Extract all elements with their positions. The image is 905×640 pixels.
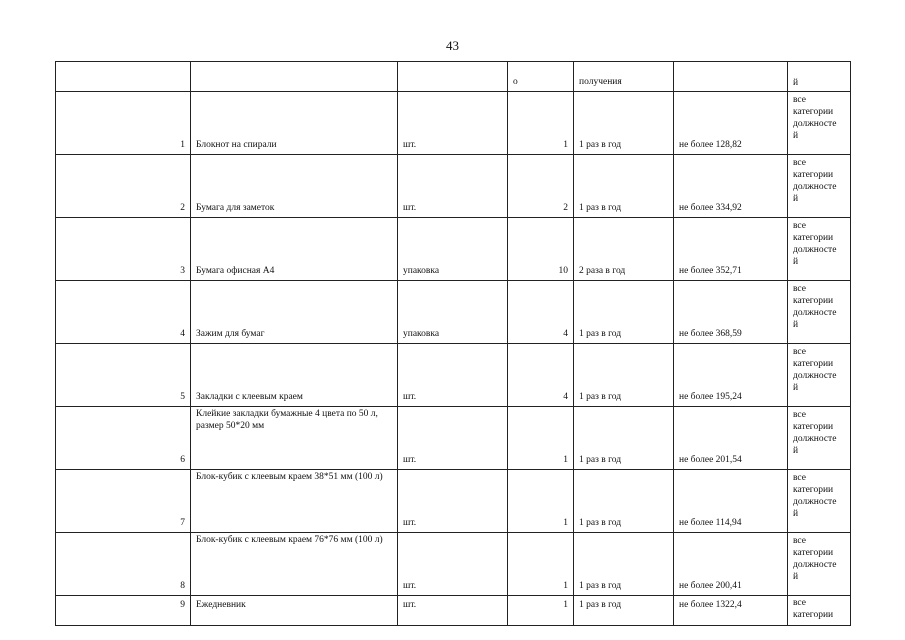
note-line: все: [793, 410, 806, 420]
cell-qty: 4: [508, 344, 574, 407]
note-line: все: [793, 158, 806, 168]
cell-price: не более 200,41: [674, 533, 788, 596]
cell-name: Зажим для бумаг: [191, 281, 398, 344]
note-line: й: [793, 509, 799, 519]
note-line: категории: [793, 170, 834, 180]
cell-num: 4: [56, 281, 191, 344]
cell-qty: 10: [508, 218, 574, 281]
cell-qty: 1: [508, 533, 574, 596]
cell-name: Блок-кубик с клеевым краем 76*76 мм (100 л): [191, 533, 398, 596]
cell-num: 8: [56, 533, 191, 596]
table-row: [56, 407, 851, 470]
cell-num: [56, 62, 191, 92]
cell-unit: шт.: [398, 533, 508, 596]
page-number: 43: [446, 38, 459, 53]
cell-num: 3: [56, 218, 191, 281]
cell-price: не более 334,92: [674, 155, 788, 218]
cell-qty: 1: [508, 407, 574, 470]
table-row: [56, 533, 851, 596]
note-line: категории: [793, 296, 834, 306]
note-line: категории: [793, 359, 834, 369]
cell-note: [788, 92, 851, 155]
cell-qty: 2: [508, 155, 574, 218]
note-line: й: [793, 572, 799, 582]
cell-period: 1 раз в год: [574, 281, 674, 344]
cell-period: 1 раз в год: [574, 533, 674, 596]
cell-period: 1 раз в год: [574, 407, 674, 470]
cell-note: [788, 155, 851, 218]
note-line: все: [793, 347, 806, 357]
cell-note: [788, 470, 851, 533]
cell-num: 9: [56, 596, 191, 626]
cell-unit: шт.: [398, 596, 508, 626]
cell-name: Ежедневник: [191, 596, 398, 626]
cell-unit: шт.: [398, 470, 508, 533]
note-line: й: [793, 257, 799, 267]
cell-num: 7: [56, 470, 191, 533]
note-line: все: [793, 536, 806, 546]
note-line: й: [793, 131, 799, 141]
cell-note: [788, 596, 851, 626]
note-line: й: [793, 383, 799, 393]
table-row: [56, 92, 851, 155]
table-row: [56, 155, 851, 218]
items-table: [55, 61, 851, 626]
cell-name: Закладки с клеевым краем: [191, 344, 398, 407]
cell-num: 2: [56, 155, 191, 218]
cell-qty: 1: [508, 92, 574, 155]
cell-note: [788, 218, 851, 281]
table-row: [56, 281, 851, 344]
cell-price: не более 368,59: [674, 281, 788, 344]
cell-period: 1 раз в год: [574, 596, 674, 626]
cell-price: [674, 62, 788, 92]
cell-name: Бумага для заметок: [191, 155, 398, 218]
note-line: все: [793, 284, 806, 294]
cell-period: 1 раз в год: [574, 92, 674, 155]
cell-name: [191, 62, 398, 92]
note-line: категории: [793, 548, 834, 558]
cell-note: [788, 533, 851, 596]
cell-price: не более 128,82: [674, 92, 788, 155]
note-line: й: [793, 194, 799, 204]
note-line: й: [793, 446, 799, 456]
cell-qty: о: [508, 62, 574, 92]
cell-period: 1 раз в год: [574, 470, 674, 533]
cell-note: [788, 281, 851, 344]
cell-note: [788, 407, 851, 470]
cell-note: [788, 344, 851, 407]
cell-name: Блокнот на спирали: [191, 92, 398, 155]
cell-note: й: [788, 62, 851, 92]
note-line: должносте: [793, 245, 837, 255]
note-line: должносте: [793, 119, 837, 129]
table-row: [56, 470, 851, 533]
table-row: [56, 344, 851, 407]
cell-unit: упаковка: [398, 281, 508, 344]
table-row: [56, 596, 851, 626]
note-line: все: [793, 221, 806, 231]
cell-num: 6: [56, 407, 191, 470]
cell-period: 1 раз в год: [574, 155, 674, 218]
note-line: должносте: [793, 434, 837, 444]
cell-period: получения: [574, 62, 674, 92]
note-line: должносте: [793, 371, 837, 381]
continuation-row: [56, 62, 851, 92]
cell-price: не более 201,54: [674, 407, 788, 470]
cell-price: не более 114,94: [674, 470, 788, 533]
cell-unit: шт.: [398, 344, 508, 407]
cell-price: не более 352,71: [674, 218, 788, 281]
note-line: все: [793, 95, 806, 105]
cell-unit: шт.: [398, 407, 508, 470]
note-line: должносте: [793, 182, 837, 192]
cell-name: Блок-кубик с клеевым краем 38*51 мм (100 л): [191, 470, 398, 533]
table-row: [56, 218, 851, 281]
cell-qty: 4: [508, 281, 574, 344]
note-line: категории: [793, 107, 834, 117]
cell-unit: шт.: [398, 155, 508, 218]
note-line: все: [793, 473, 806, 483]
cell-period: 2 раза в год: [574, 218, 674, 281]
note-line: категории: [793, 610, 834, 620]
cell-period: 1 раз в год: [574, 344, 674, 407]
note-line: й: [793, 320, 799, 330]
cell-num: 1: [56, 92, 191, 155]
cell-name: Клейкие закладки бумажные 4 цвета по 50 л, размер 50*20 мм: [191, 407, 398, 470]
note-line: категории: [793, 233, 834, 243]
note-line: категории: [793, 485, 834, 495]
note-line: должносте: [793, 497, 837, 507]
note-line: должносте: [793, 308, 837, 318]
note-line: должносте: [793, 560, 837, 570]
note-line: категории: [793, 422, 834, 432]
cell-price: не более 1322,4: [674, 596, 788, 626]
cell-name: Бумага офисная А4: [191, 218, 398, 281]
cell-qty: 1: [508, 470, 574, 533]
note-line: все: [793, 598, 806, 608]
cell-price: не более 195,24: [674, 344, 788, 407]
cell-qty: 1: [508, 596, 574, 626]
cell-unit: шт.: [398, 92, 508, 155]
cell-num: 5: [56, 344, 191, 407]
cell-unit: упаковка: [398, 218, 508, 281]
cell-unit: [398, 62, 508, 92]
